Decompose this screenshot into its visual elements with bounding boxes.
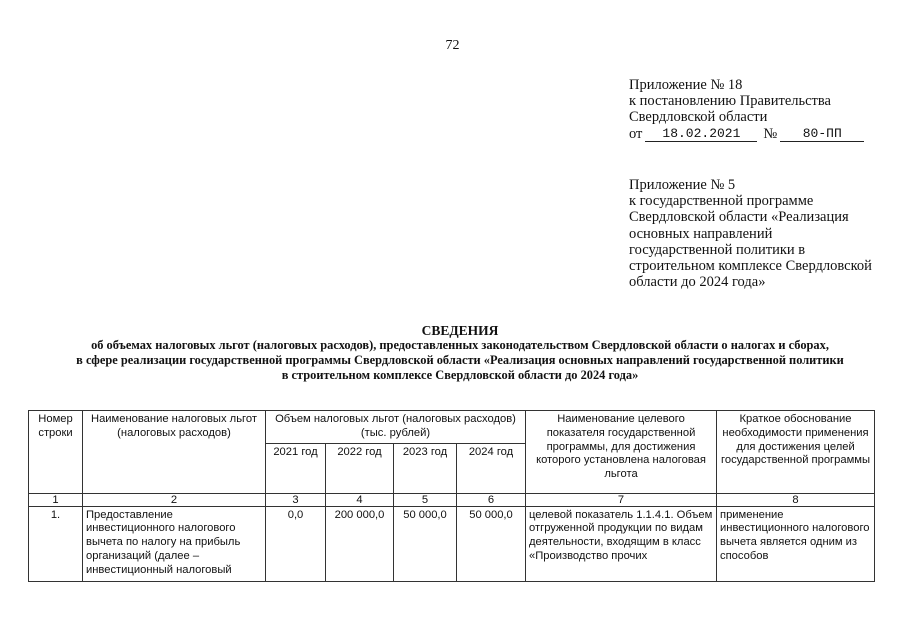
- appendix-18-line: к постановлению Правительства: [629, 93, 831, 110]
- appendix-5-line: области до 2024 года»: [629, 274, 766, 291]
- resolution-date: 18.02.2021: [645, 127, 757, 142]
- column-number: 6: [457, 493, 526, 506]
- table-header-row: [29, 411, 875, 444]
- heading-line: в строительном комплексе Свердловской области до 2024 года»: [281, 368, 639, 382]
- appendix-5-line: строительном комплексе Свердловской: [629, 258, 872, 275]
- header-year-2021: 2021 год: [266, 443, 326, 493]
- page-number: 72: [445, 38, 460, 53]
- appendix-18-block: [629, 77, 899, 142]
- appendix-18-line: Приложение № 18: [629, 77, 743, 93]
- header-row-number: Номер строки: [29, 411, 83, 494]
- column-number: 2: [83, 493, 266, 506]
- heading-title: СВЕДЕНИЯ: [421, 323, 499, 338]
- column-number-row: [29, 493, 875, 506]
- header-volume: Объем налоговых льгот (налоговых расходов) (тыс. рублей): [266, 411, 526, 444]
- column-number: 8: [717, 493, 875, 506]
- appendix-5-line: государственной политики в: [629, 241, 806, 258]
- header-justification: Краткое обоснование необходимости применения для достижения целей государственной программы: [717, 411, 875, 494]
- benefit-name-cell: Предоставление инвестиционного налогового вычета по налогу на прибыль организаций (далее – инвестиционный налоговый: [83, 506, 266, 581]
- resolution-date-line: [629, 126, 899, 142]
- justification-cell: применение инвестиционного налогового вычета является одним из способов: [717, 506, 875, 581]
- appendix-5-line: основных направлений: [629, 225, 773, 242]
- row-number-cell: 1.: [29, 506, 83, 581]
- table-row: [29, 506, 875, 581]
- value-2022-cell: 200 000,0: [326, 506, 394, 581]
- heading-line: в сфере реализации государственной программы Свердловской области «Реализация основных направлений государственной политики: [76, 353, 844, 367]
- tax-benefits-table: [28, 410, 875, 582]
- from-label: от: [629, 125, 643, 142]
- header-year-2024: 2024 год: [457, 443, 526, 493]
- column-number: 3: [266, 493, 326, 506]
- value-2021-cell: 0,0: [266, 506, 326, 581]
- appendix-5-block: [629, 177, 899, 290]
- appendix-18-line: Свердловской области: [629, 109, 768, 126]
- heading-line: об объемах налоговых льгот (налоговых расходов), предоставленных законодательством Свердловской области о налогах и сборах,: [91, 338, 829, 352]
- appendix-5-line: к государственной программе: [629, 193, 814, 210]
- column-number: 5: [394, 493, 457, 506]
- number-label: №: [763, 125, 778, 142]
- column-number: 7: [526, 493, 717, 506]
- appendix-5-line: Приложение № 5: [629, 177, 736, 193]
- indicator-cell: целевой показатель 1.1.4.1. Объем отгруженной продукции по видам деятельности, входящим в класс «Производство прочих: [526, 506, 717, 581]
- value-2023-cell: 50 000,0: [394, 506, 457, 581]
- document-heading: [30, 323, 890, 383]
- value-2024-cell: 50 000,0: [457, 506, 526, 581]
- header-year-2022: 2022 год: [326, 443, 394, 493]
- resolution-number: 80-ПП: [780, 127, 864, 142]
- column-number: 1: [29, 493, 83, 506]
- column-number: 4: [326, 493, 394, 506]
- appendix-5-line: Свердловской области «Реализация: [629, 209, 849, 226]
- header-year-2023: 2023 год: [394, 443, 457, 493]
- header-benefit-name: Наименование налоговых льгот (налоговых расходов): [83, 411, 266, 494]
- header-indicator: Наименование целевого показателя государственной программы, для достижения которого установлена налоговая льгота: [526, 411, 717, 494]
